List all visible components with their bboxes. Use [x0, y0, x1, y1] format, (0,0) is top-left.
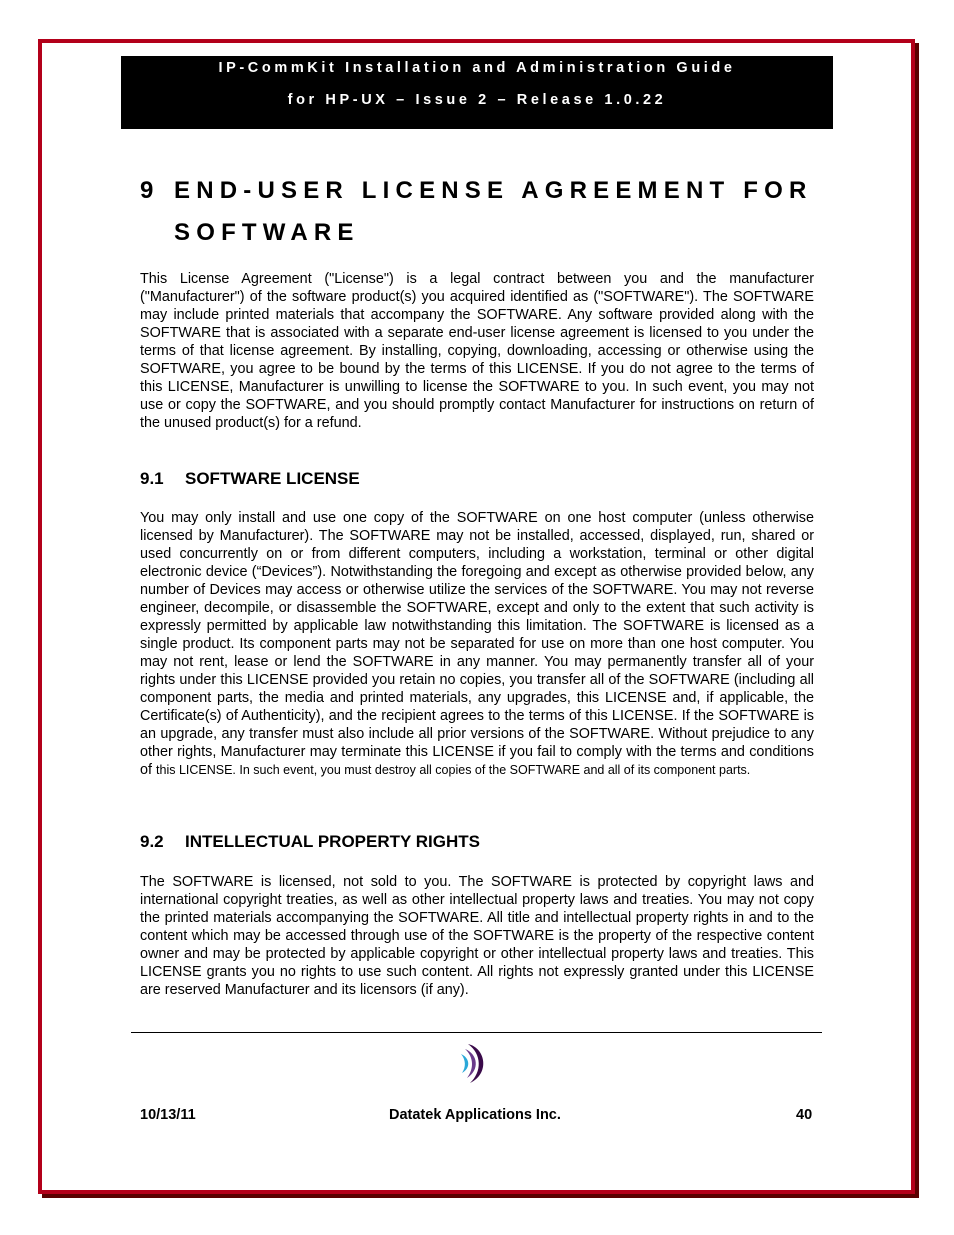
software-license-paragraph	[140, 509, 814, 779]
running-header	[121, 56, 833, 129]
intro-paragraph: This License Agreement ("License") is a legal contract between you and the manufacturer ("Manufacturer") of the software product(s) you acquired identified as ("SOFTWARE"). The SOFTWARE may include printed materials that accompany the SOFTWARE. Any software provided along with the SOFTWARE that is associated with a separate end-user license agreement is licensed to you under the terms of that license agreement. By installing, copying, downloading, accessing or otherwise using the SOFTWARE, you agree to be bound by the terms of this LICENSE. If you do not agree to the terms of this LICENSE, Manufacturer is unwilling to license the SOFTWARE to you. In such event, you may not use or copy the SOFTWARE, and you should promptly contact Manufacturer for instructions on return of the unused product(s) for a refund.	[140, 271, 814, 431]
footer-date: 10/13/11	[140, 1107, 196, 1123]
page-number: 40	[796, 1107, 813, 1123]
chapter-title: END-USER LICENSE AGREEMENT FOR SOFTWARE	[174, 177, 813, 246]
section-title: INTELLECTUAL PROPERTY RIGHTS	[185, 832, 481, 851]
software-license-body: You may only install and use one copy of the SOFTWARE on one host computer (unless otherwise licensed by Manufacturer). The SOFTWARE may not be installed, accessed, displayed, run, shared or used concurrently on or from different computers, including a workstation, terminal or other digital electronic device (“Devices”). Notwithstanding the foregoing and except as otherwise provided below, any number of Devices may access or otherwise utilize the services of the SOFTWARE. You may not reverse engineer, decompile, or disassemble the SOFTWARE, except and only to the extent that such activity is expressly permitted by applicable law notwithstanding this limitation. The SOFTWARE is licensed as a single product. Its component parts may not be separated for use on more than one host computer. You may not rent, lease or lend the SOFTWARE in any manner. You may permanently transfer all of your rights under this LICENSE provided you retain no copies, you transfer all of the SOFTWARE (including all component parts, the media and printed materials, any upgrades, this LICENSE and, if applicable, the Certificate(s) of Authenticity), and the recipient agrees to the terms of this LICENSE. If the SOFTWARE is an upgrade, any transfer must also include all prior versions of the SOFTWARE. Without prejudice to any other rights, Manufacturer may terminate this LICENSE if you fail to comply with the terms and conditions of	[140, 510, 814, 778]
company-logo-icon	[452, 1040, 492, 1086]
footer-divider	[131, 1032, 822, 1033]
section-number: 9.2	[140, 832, 164, 851]
section-heading-software-license	[140, 469, 360, 489]
chapter-number: 9	[140, 177, 160, 204]
header-subtitle: for HP-UX – Issue 2 – Release 1.0.22	[287, 92, 667, 108]
header-title: IP-CommKit Installation and Administration Guide	[218, 60, 736, 76]
section-number: 9.1	[140, 469, 164, 488]
ip-rights-paragraph: The SOFTWARE is licensed, not sold to you. The SOFTWARE is protected by copyright laws and international copyright treaties, as well as other intellectual property laws and treaties. You may not copy the printed materials accompanying the SOFTWARE. All title and intellectual property rights in and to the content which may be accessed through use of the SOFTWARE is the property of the respective content owner and may be protected by applicable copyright or other intellectual property laws and treaties. This LICENSE grants you no rights to use such content. All rights not expressly granted under this LICENSE are reserved Manufacturer and its licensors (if any).	[140, 874, 814, 998]
section-heading-ip-rights	[140, 832, 480, 852]
footer-company: Datatek Applications Inc.	[389, 1107, 561, 1123]
software-license-body-small: this LICENSE. In such event, you must destroy all copies of the SOFTWARE and all of its component parts.	[156, 763, 751, 777]
section-title: SOFTWARE LICENSE	[185, 469, 360, 488]
